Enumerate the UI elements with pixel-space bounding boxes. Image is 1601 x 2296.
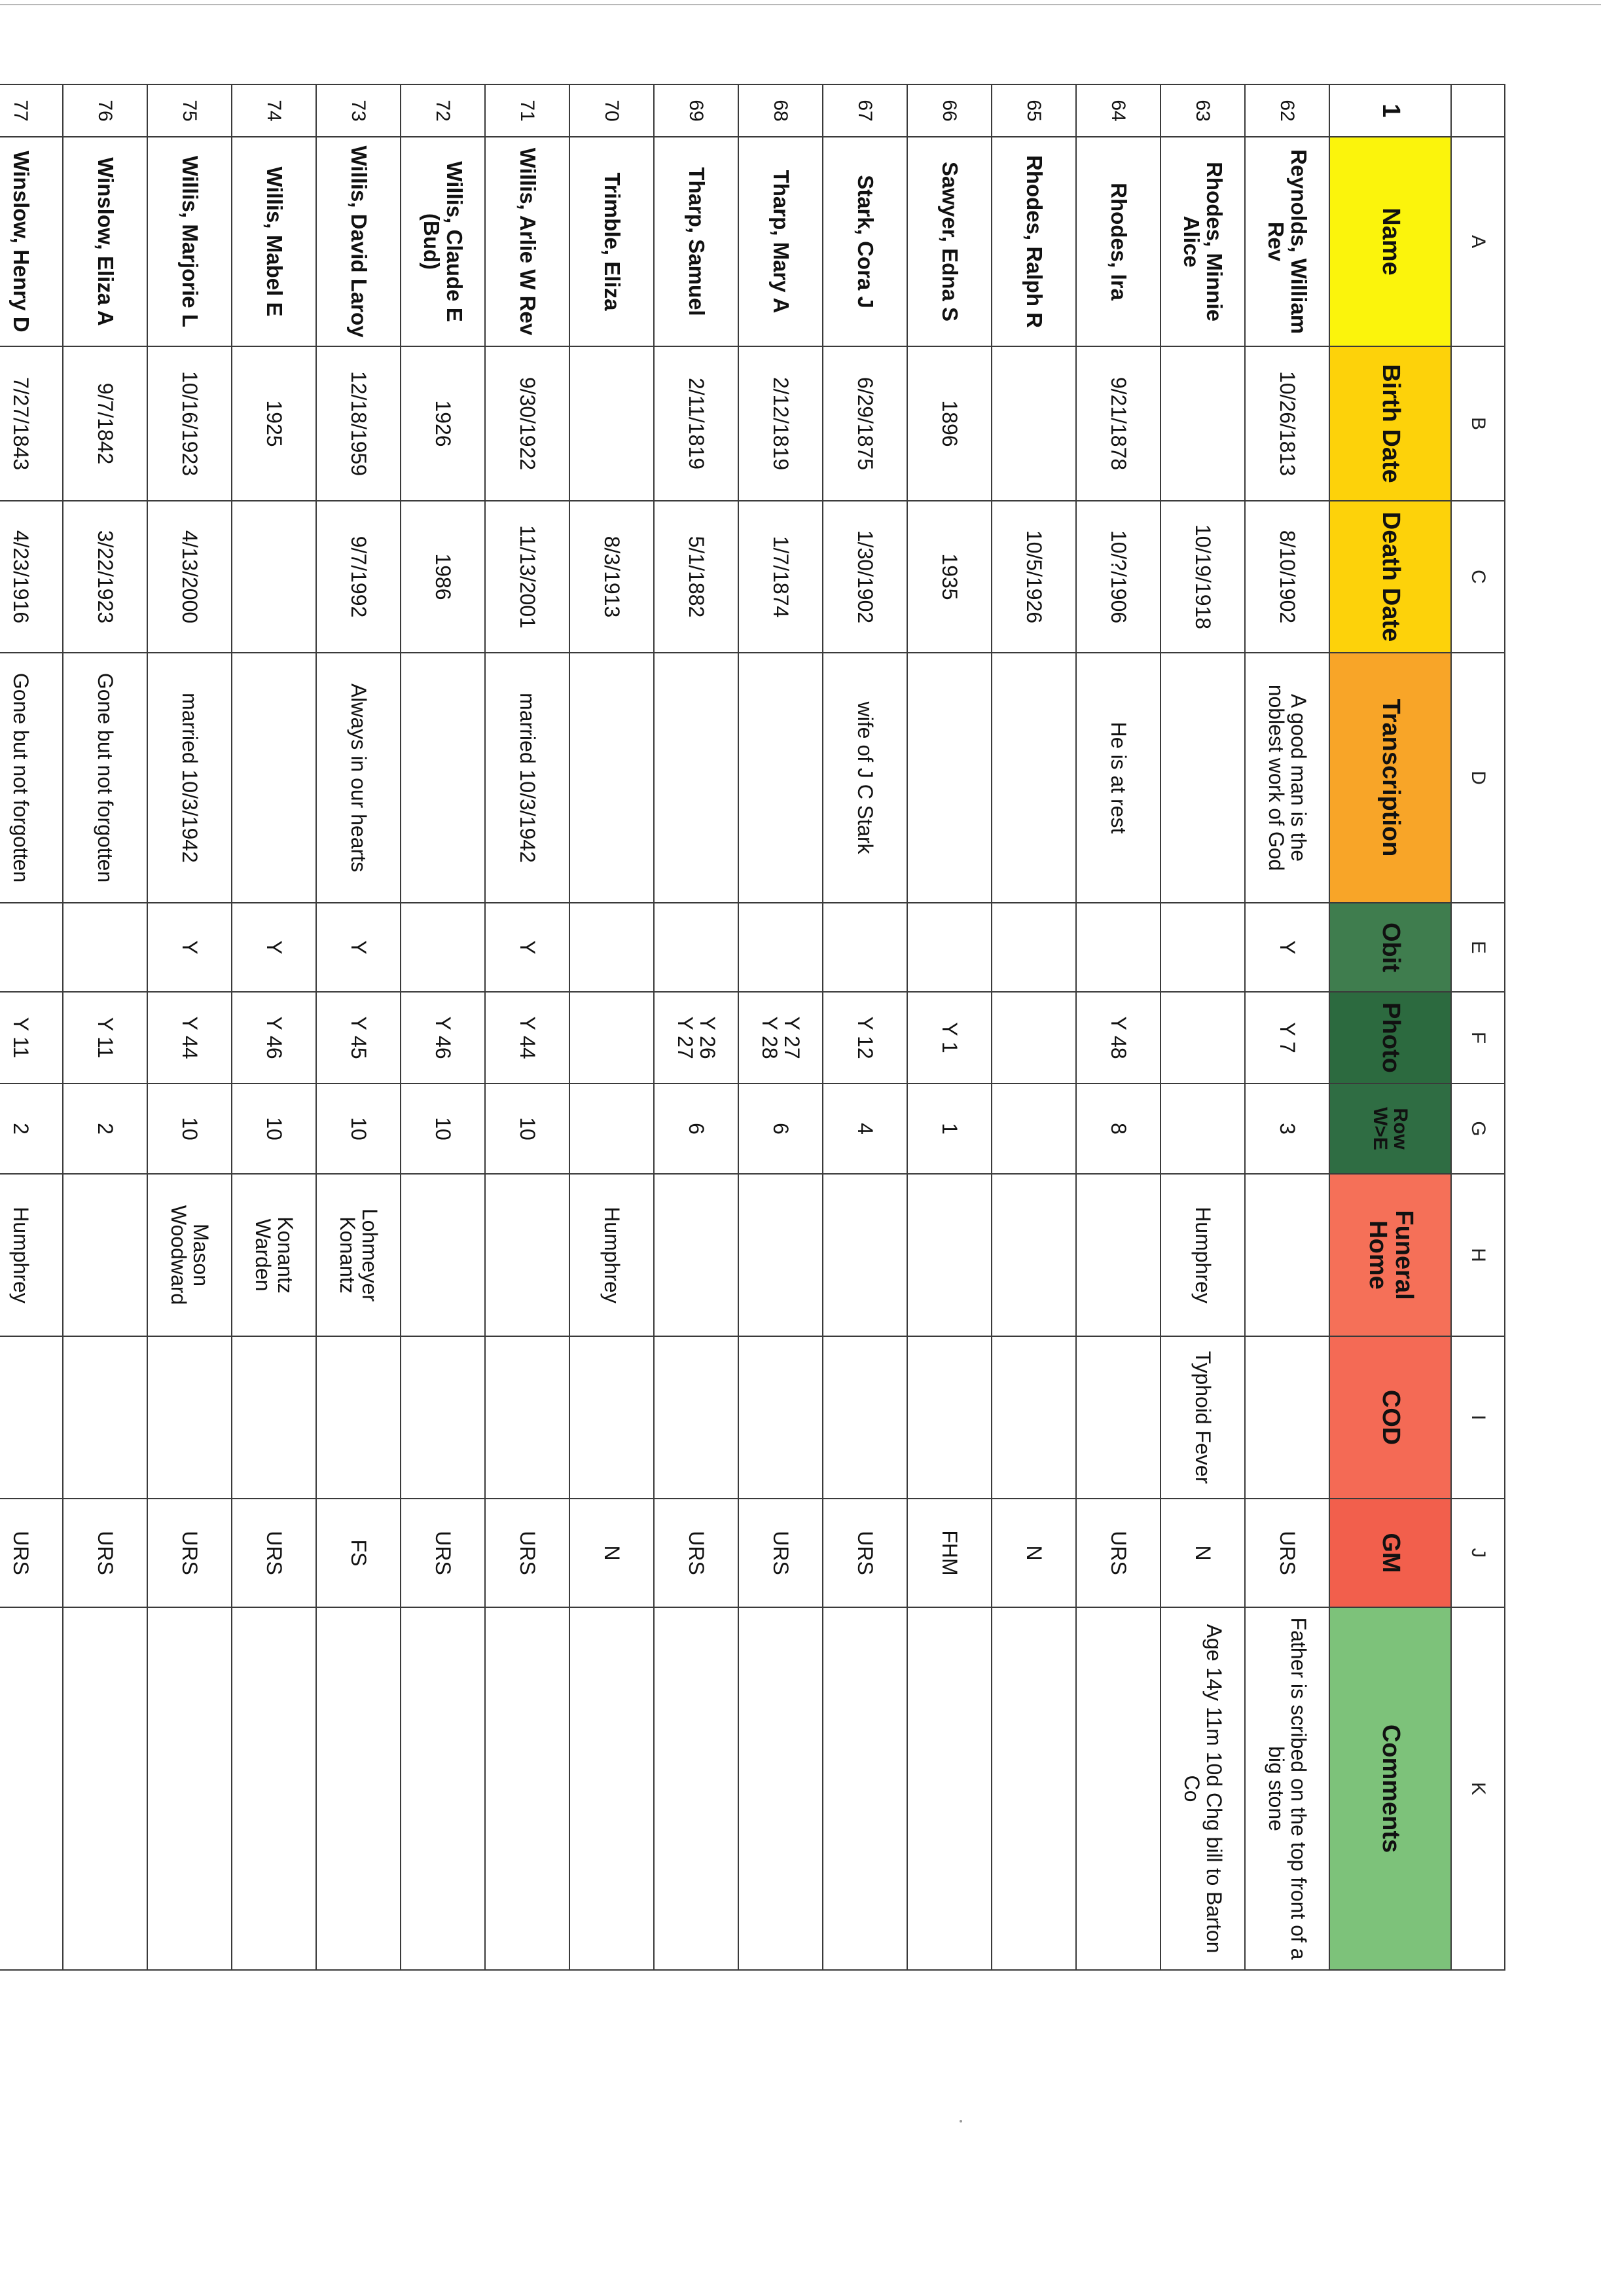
row-number: 70 [569, 84, 654, 137]
gm-cell: URS [0, 1499, 63, 1607]
birth-date-cell: 1925 [232, 346, 316, 501]
table-row [654, 84, 738, 1970]
transcription-cell: Gone but not forgotten [63, 653, 147, 903]
funeral-home-cell [823, 1174, 907, 1336]
death-date-cell [232, 501, 316, 653]
comments-cell: Father is scribed on the top front of a big stone [1245, 1607, 1329, 1970]
table-row [316, 84, 401, 1970]
transcription-cell: wife of J C Stark [823, 653, 907, 903]
row-cell: 10 [147, 1084, 232, 1174]
obit-cell: Y [1245, 903, 1329, 992]
name-cell: Tharp, Samuel [654, 137, 738, 346]
photo-cell: Y 45 [316, 992, 401, 1084]
death-date-cell: 10/?/1906 [1076, 501, 1160, 653]
obit-cell [823, 903, 907, 992]
row-number: 76 [63, 84, 147, 137]
photo-cell: Y 26 Y 27 [654, 992, 738, 1084]
row-number: 67 [823, 84, 907, 137]
row-cell: 4 [823, 1084, 907, 1174]
death-date-cell: 10/5/1926 [992, 501, 1076, 653]
table-row [147, 84, 232, 1970]
table-row [485, 84, 569, 1970]
obit-cell [654, 903, 738, 992]
funeral-home-cell [63, 1174, 147, 1336]
name-cell: Rhodes, Minnie Alice [1160, 137, 1245, 346]
row-number: 74 [232, 84, 316, 137]
corner-cell [1451, 84, 1505, 137]
gm-cell: N [992, 1499, 1076, 1607]
death-date-cell: 1935 [907, 501, 992, 653]
column-letter: J [1451, 1499, 1505, 1607]
transcription-cell [992, 653, 1076, 903]
transcription-cell: married 10/3/1942 [147, 653, 232, 903]
cod-cell [485, 1336, 569, 1499]
table-row [1160, 84, 1245, 1970]
birth-date-cell: 9/7/1842 [63, 346, 147, 501]
funeral-home-cell [992, 1174, 1076, 1336]
column-letter: I [1451, 1336, 1505, 1499]
header-funeral-home: Funeral Home [1329, 1174, 1451, 1336]
death-date-cell: 4/23/1916 [0, 501, 63, 653]
comments-cell [147, 1607, 232, 1970]
cemetery-records-table [0, 84, 1505, 1971]
name-cell: Stark, Cora J [823, 137, 907, 346]
gm-cell: URS [232, 1499, 316, 1607]
comments-cell [232, 1607, 316, 1970]
gm-cell: URS [1076, 1499, 1160, 1607]
column-letter: F [1451, 992, 1505, 1084]
cod-cell [569, 1336, 654, 1499]
header-row: Row W>E [1329, 1084, 1451, 1174]
obit-cell [1160, 903, 1245, 992]
comments-cell [316, 1607, 401, 1970]
obit-cell: Y [147, 903, 232, 992]
column-letter: E [1451, 903, 1505, 992]
header-death-date: Death Date [1329, 501, 1451, 653]
obit-cell [907, 903, 992, 992]
cod-cell [907, 1336, 992, 1499]
transcription-cell [654, 653, 738, 903]
cod-cell [401, 1336, 485, 1499]
funeral-home-cell [654, 1174, 738, 1336]
header-name: Name [1329, 137, 1451, 346]
birth-date-cell: 2/11/1819 [654, 346, 738, 501]
row-number: 62 [1245, 84, 1329, 137]
row-number: 75 [147, 84, 232, 137]
gm-cell: N [569, 1499, 654, 1607]
column-letter: H [1451, 1174, 1505, 1336]
death-date-cell: 3/22/1923 [63, 501, 147, 653]
row-cell [992, 1084, 1076, 1174]
name-cell: Rhodes, Ira [1076, 137, 1160, 346]
birth-date-cell: 6/29/1875 [823, 346, 907, 501]
row-cell: 10 [485, 1084, 569, 1174]
funeral-home-cell: Humphrey [569, 1174, 654, 1336]
gm-cell: FHM [907, 1499, 992, 1607]
name-cell: Winslow, Eliza A [63, 137, 147, 346]
table-row [232, 84, 316, 1970]
row-cell: 6 [654, 1084, 738, 1174]
header-photo: Photo [1329, 992, 1451, 1084]
comments-cell [654, 1607, 738, 1970]
spreadsheet-printout [9, 84, 1505, 1969]
birth-date-cell: 2/12/1819 [738, 346, 823, 501]
birth-date-cell: 9/21/1878 [1076, 346, 1160, 501]
row-cell: 3 [1245, 1084, 1329, 1174]
obit-cell [569, 903, 654, 992]
table-row [738, 84, 823, 1970]
column-letter: B [1451, 346, 1505, 501]
funeral-home-cell: Humphrey [0, 1174, 63, 1336]
row-number: 64 [1076, 84, 1160, 137]
death-date-cell: 8/3/1913 [569, 501, 654, 653]
row-number: 72 [401, 84, 485, 137]
funeral-home-cell [1076, 1174, 1160, 1336]
photo-cell: Y 44 [485, 992, 569, 1084]
gm-cell: URS [401, 1499, 485, 1607]
row-number: 65 [992, 84, 1076, 137]
header-cod: COD [1329, 1336, 1451, 1499]
birth-date-cell [1160, 346, 1245, 501]
comments-cell [823, 1607, 907, 1970]
row-cell: 10 [401, 1084, 485, 1174]
table-row [823, 84, 907, 1970]
row-cell [1160, 1084, 1245, 1174]
name-cell: Tharp, Mary A [738, 137, 823, 346]
obit-cell [738, 903, 823, 992]
row-cell: 10 [232, 1084, 316, 1174]
cod-cell [63, 1336, 147, 1499]
transcription-cell [569, 653, 654, 903]
gm-cell: URS [147, 1499, 232, 1607]
comments-cell [485, 1607, 569, 1970]
column-letters-row [1451, 84, 1505, 1970]
table-row [907, 84, 992, 1970]
funeral-home-cell: Lohmeyer Konantz [316, 1174, 401, 1336]
transcription-cell [907, 653, 992, 903]
header-obit: Obit [1329, 903, 1451, 992]
funeral-home-cell [485, 1174, 569, 1336]
birth-date-cell: 1926 [401, 346, 485, 501]
row-number: 77 [0, 84, 63, 137]
row-number: 68 [738, 84, 823, 137]
cod-cell [1076, 1336, 1160, 1499]
header-gm: GM [1329, 1499, 1451, 1607]
row-cell: 6 [738, 1084, 823, 1174]
row-number: 71 [485, 84, 569, 137]
comments-cell [907, 1607, 992, 1970]
transcription-cell: A good man is the noblest work of God [1245, 653, 1329, 903]
comments-cell [63, 1607, 147, 1970]
name-cell: Willis, Mabel E [232, 137, 316, 346]
photo-cell: Y 11 [63, 992, 147, 1084]
transcription-cell [738, 653, 823, 903]
birth-date-cell [992, 346, 1076, 501]
row-cell: 2 [0, 1084, 63, 1174]
cod-cell [738, 1336, 823, 1499]
photo-cell: Y 48 [1076, 992, 1160, 1084]
death-date-cell: 10/19/1918 [1160, 501, 1245, 653]
table-row [63, 84, 147, 1970]
table-row [401, 84, 485, 1970]
name-cell: Willis, Marjorie L [147, 137, 232, 346]
gm-cell: URS [738, 1499, 823, 1607]
name-cell: Winslow, Henry D [0, 137, 63, 346]
comments-cell [738, 1607, 823, 1970]
birth-date-cell: 12/18/1959 [316, 346, 401, 501]
name-cell: Reynolds, William Rev [1245, 137, 1329, 346]
table-row [0, 84, 63, 1970]
row-number: 66 [907, 84, 992, 137]
funeral-home-cell: Konantz Warden [232, 1174, 316, 1336]
photo-cell [569, 992, 654, 1084]
obit-cell: Y [485, 903, 569, 992]
name-cell: Willis, Claude E (Bud) [401, 137, 485, 346]
obit-cell [992, 903, 1076, 992]
name-cell: Willis, Arlie W Rev [485, 137, 569, 346]
gm-cell: N [1160, 1499, 1245, 1607]
obit-cell [401, 903, 485, 992]
death-date-cell: 1986 [401, 501, 485, 653]
obit-cell [0, 903, 63, 992]
photo-cell: Y 46 [232, 992, 316, 1084]
death-date-cell: 1/7/1874 [738, 501, 823, 653]
header-transcription: Transcription [1329, 653, 1451, 903]
birth-date-cell: 10/26/1813 [1245, 346, 1329, 501]
column-letter: D [1451, 653, 1505, 903]
comments-cell [992, 1607, 1076, 1970]
table-row [1245, 84, 1329, 1970]
gm-cell: URS [654, 1499, 738, 1607]
header-row [1329, 84, 1451, 1970]
funeral-home-cell [1245, 1174, 1329, 1336]
table-row [569, 84, 654, 1970]
row-cell: 8 [1076, 1084, 1160, 1174]
transcription-cell: He is at rest [1076, 653, 1160, 903]
comments-cell [401, 1607, 485, 1970]
cod-cell: Typhoid Fever [1160, 1336, 1245, 1499]
row-number: 1 [1329, 84, 1451, 137]
photo-cell [992, 992, 1076, 1084]
row-number: 73 [316, 84, 401, 137]
funeral-home-cell [401, 1174, 485, 1336]
column-letter: G [1451, 1084, 1505, 1174]
header-birth-date: Birth Date [1329, 346, 1451, 501]
cod-cell [654, 1336, 738, 1499]
cod-cell [823, 1336, 907, 1499]
birth-date-cell: 9/30/1922 [485, 346, 569, 501]
column-letter: A [1451, 137, 1505, 346]
cod-cell [316, 1336, 401, 1499]
gm-cell: URS [485, 1499, 569, 1607]
birth-date-cell: 10/16/1923 [147, 346, 232, 501]
transcription-cell [232, 653, 316, 903]
funeral-home-cell: Humphrey [1160, 1174, 1245, 1336]
row-number: 69 [654, 84, 738, 137]
transcription-cell [401, 653, 485, 903]
header-comments: Comments [1329, 1607, 1451, 1970]
photo-cell: Y 7 [1245, 992, 1329, 1084]
photo-cell: Y 46 [401, 992, 485, 1084]
row-cell: 10 [316, 1084, 401, 1174]
comments-cell [1076, 1607, 1160, 1970]
funeral-home-cell: Mason Woodward [147, 1174, 232, 1336]
transcription-cell: Always in our hearts [316, 653, 401, 903]
photo-cell: Y 44 [147, 992, 232, 1084]
birth-date-cell [569, 346, 654, 501]
cod-cell [1245, 1336, 1329, 1499]
gm-cell: FS [316, 1499, 401, 1607]
obit-cell [63, 903, 147, 992]
death-date-cell: 11/13/2001 [485, 501, 569, 653]
death-date-cell: 1/30/1902 [823, 501, 907, 653]
photo-cell: Y 1 [907, 992, 992, 1084]
death-date-cell: 5/1/1882 [654, 501, 738, 653]
gm-cell: URS [63, 1499, 147, 1607]
row-number: 63 [1160, 84, 1245, 137]
transcription-cell [1160, 653, 1245, 903]
comments-cell [569, 1607, 654, 1970]
name-cell: Willis, David Laroy [316, 137, 401, 346]
cod-cell [232, 1336, 316, 1499]
cod-cell [147, 1336, 232, 1499]
birth-date-cell: 1896 [907, 346, 992, 501]
column-letter: K [1451, 1607, 1505, 1970]
scan-edge-line [0, 4, 1601, 5]
death-date-cell: 4/13/2000 [147, 501, 232, 653]
column-letter: C [1451, 501, 1505, 653]
name-cell: Trimble, Eliza [569, 137, 654, 346]
photo-cell: Y 27 Y 28 [738, 992, 823, 1084]
comments-cell: Age 14y 11m 10d Chg bill to Barton Co [1160, 1607, 1245, 1970]
row-cell [569, 1084, 654, 1174]
photo-cell: Y 11 [0, 992, 63, 1084]
photo-cell [1160, 992, 1245, 1084]
obit-cell [1076, 903, 1160, 992]
gm-cell: URS [1245, 1499, 1329, 1607]
table-row [1076, 84, 1160, 1970]
name-cell: Sawyer, Edna S [907, 137, 992, 346]
obit-cell: Y [316, 903, 401, 992]
transcription-cell: married 10/3/1942 [485, 653, 569, 903]
funeral-home-cell [907, 1174, 992, 1336]
funeral-home-cell [738, 1174, 823, 1336]
cod-cell [0, 1336, 63, 1499]
death-date-cell: 9/7/1992 [316, 501, 401, 653]
death-date-cell: 8/10/1902 [1245, 501, 1329, 653]
scan-speck [960, 2120, 962, 2123]
photo-cell: Y 12 [823, 992, 907, 1084]
birth-date-cell: 7/27/1843 [0, 346, 63, 501]
gm-cell: URS [823, 1499, 907, 1607]
comments-cell [0, 1607, 63, 1970]
table-row [992, 84, 1076, 1970]
row-cell: 2 [63, 1084, 147, 1174]
obit-cell: Y [232, 903, 316, 992]
transcription-cell: Gone but not forgotten [0, 653, 63, 903]
row-cell: 1 [907, 1084, 992, 1174]
name-cell: Rhodes, Ralph R [992, 137, 1076, 346]
cod-cell [992, 1336, 1076, 1499]
